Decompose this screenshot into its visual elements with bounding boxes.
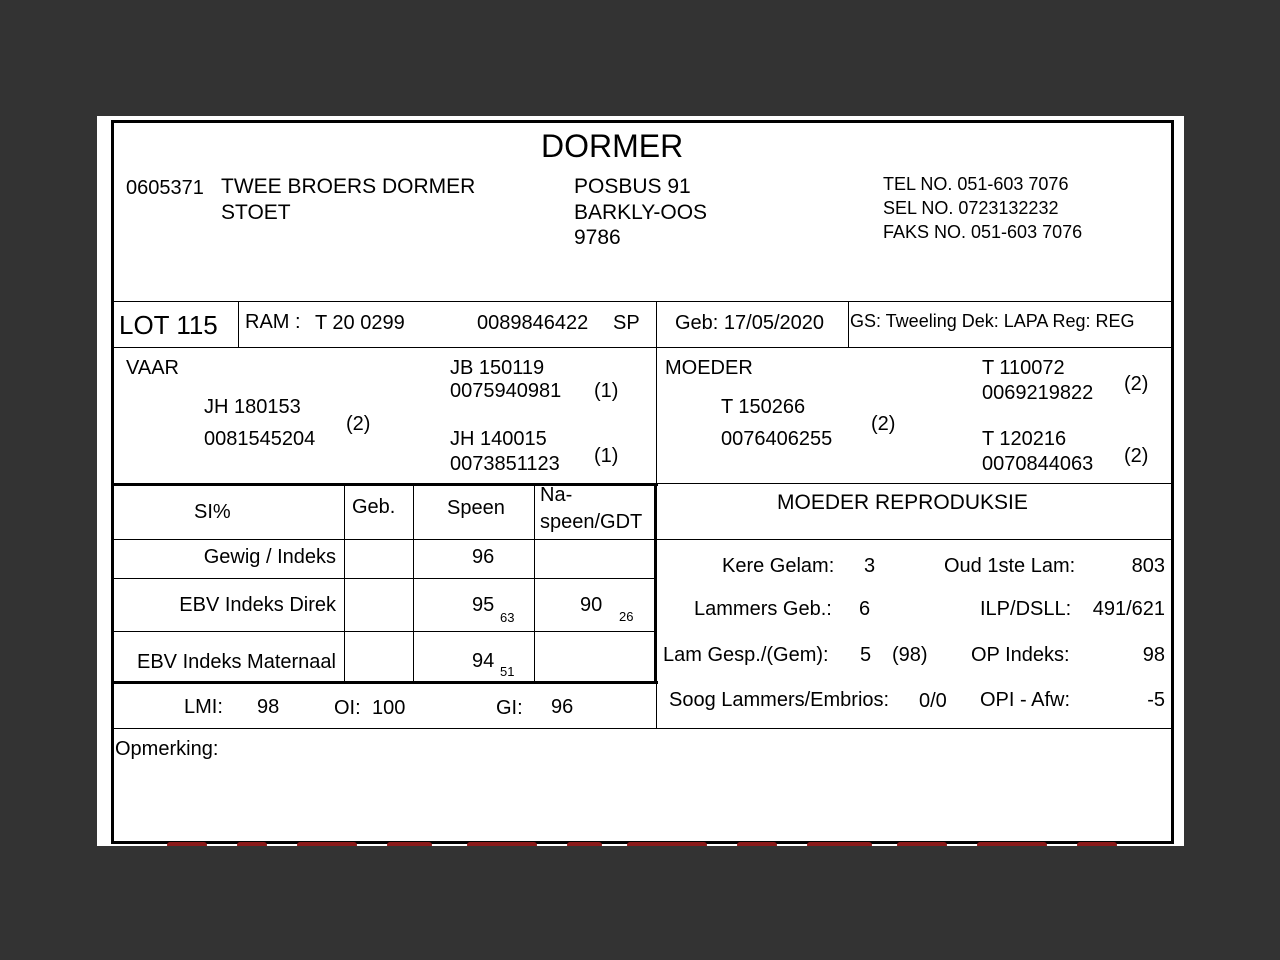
sire-dam-grade: (1) — [594, 445, 619, 467]
row-direk-naspeen-sub: 26 — [619, 609, 634, 624]
gi-value: 96 — [551, 696, 574, 718]
dam-dam-grade: (2) — [1124, 445, 1149, 467]
address-line1: POSBUS 91 — [574, 175, 691, 198]
rule-repro-top — [656, 483, 1174, 484]
row-direk-speen-sub: 63 — [500, 610, 515, 625]
contact-faks: FAKS NO. 051-603 7076 — [883, 222, 1083, 242]
geb-header: Geb. — [352, 496, 396, 518]
gesp-gem-value: (98) — [892, 644, 928, 666]
lot-number: LOT 115 — [119, 310, 218, 340]
rule-pedigree-mid — [656, 347, 657, 484]
sire-dam-number: 0073851123 — [450, 453, 560, 475]
row-direk-label: EBV Indeks Direk — [179, 594, 336, 616]
op-value: 98 — [1142, 644, 1165, 666]
gesp-label: Lam Gesp./(Gem): — [663, 644, 829, 666]
opmerking-label: Opmerking: — [115, 738, 219, 760]
rule-repro-left — [656, 483, 657, 729]
row-gewig-speen: 96 — [472, 546, 495, 568]
rule-lot-top — [111, 301, 1174, 302]
lammers-value: 6 — [859, 598, 871, 620]
breeder-name-line1: TWEE BROERS DORMER — [221, 175, 476, 198]
rule-lot-v3 — [848, 301, 849, 348]
oi-value: 100 — [372, 697, 406, 719]
ram-registration-number: 0089846422 — [477, 312, 589, 334]
breeder-name-line2: STOET — [221, 201, 291, 224]
si-header: SI% — [194, 501, 231, 523]
rule-si-bottom — [111, 681, 658, 684]
naspeen-header-line1: Na- — [540, 484, 573, 506]
dam-sire-number: 0069219822 — [982, 382, 1094, 404]
frame-top — [111, 120, 1174, 123]
rule-lot-v1 — [238, 301, 239, 348]
oi-label: OI: — [334, 697, 361, 719]
oud-value: 803 — [1131, 555, 1165, 577]
contact-tel: TEL NO. 051-603 7076 — [883, 174, 1069, 194]
ilp-value: 491/621 — [1092, 598, 1165, 620]
sire-id: JH 180153 — [204, 396, 301, 418]
sire-label: VAAR — [126, 357, 179, 379]
row-gewig-label: Gewig / Indeks — [203, 546, 336, 568]
ram-label: RAM : — [245, 311, 301, 333]
dam-dam-id: T 120216 — [982, 428, 1067, 450]
row-maternaal-speen: 94 — [472, 650, 495, 672]
gesp-value: 5 — [860, 644, 872, 666]
dam-dam-number: 0070844063 — [982, 453, 1094, 475]
repro-title: MOEDER REPRODUKSIE — [777, 491, 1028, 514]
cropped-red-text-strip — [157, 840, 1137, 846]
frame-left — [111, 120, 114, 844]
sire-sire-id: JB 150119 — [450, 357, 545, 379]
sire-grade: (2) — [346, 413, 371, 435]
rule-si-v3 — [534, 485, 535, 683]
rule-lot-v2 — [656, 301, 657, 348]
rule-si-row2 — [111, 631, 657, 632]
catalog-card — [97, 116, 1184, 846]
rule-si-v1 — [344, 485, 345, 683]
row-maternaal-label: EBV Indeks Maternaal — [137, 651, 336, 673]
breed-title: DORMER — [541, 128, 684, 164]
op-label: OP Indeks: — [971, 644, 1070, 666]
dam-number: 0076406255 — [721, 428, 833, 450]
ram-grade: SP — [613, 312, 640, 334]
ilp-label: ILP/DSLL: — [980, 598, 1072, 620]
frame-right — [1171, 120, 1174, 844]
row-direk-naspeen: 90 — [580, 594, 603, 616]
ram-id: T 20 0299 — [315, 312, 405, 334]
opi-value: -5 — [1147, 689, 1165, 711]
dam-sire-grade: (2) — [1124, 373, 1149, 395]
rule-si-top — [111, 483, 658, 486]
lmi-label: LMI: — [184, 696, 223, 718]
sire-sire-grade: (1) — [594, 380, 619, 402]
lammers-label: Lammers Geb.: — [694, 598, 832, 620]
rule-si-head-bottom — [111, 539, 1174, 540]
rule-lot-bottom — [111, 347, 1174, 348]
gi-label: GI: — [496, 697, 523, 719]
sire-number: 0081545204 — [204, 428, 316, 450]
dam-grade: (2) — [871, 413, 896, 435]
dam-id: T 150266 — [721, 396, 806, 418]
dam-label: MOEDER — [665, 357, 753, 379]
oud-label: Oud 1ste Lam: — [944, 555, 1076, 577]
sire-dam-id: JH 140015 — [450, 428, 547, 450]
opi-label: OPI - Afw: — [980, 689, 1071, 711]
breeder-code: 0605371 — [126, 177, 204, 199]
naspeen-header-line2: speen/GDT — [540, 511, 643, 533]
lmi-value: 98 — [257, 696, 280, 718]
address-line2: BARKLY-OOS — [574, 201, 708, 224]
kere-value: 3 — [864, 555, 876, 577]
rule-summary-bottom — [111, 728, 1174, 729]
speen-header: Speen — [447, 497, 505, 519]
kere-label: Kere Gelam: — [722, 555, 835, 577]
dam-sire-id: T 110072 — [982, 357, 1065, 379]
row-direk-speen: 95 — [472, 594, 495, 616]
rule-si-row1 — [111, 578, 657, 579]
contact-sel: SEL NO. 0723132232 — [883, 198, 1059, 218]
rule-si-v2 — [413, 485, 414, 683]
sire-sire-number: 0075940981 — [450, 380, 562, 402]
soog-value: 0/0 — [919, 690, 947, 712]
gs-dek-reg: GS: Tweeling Dek: LAPA Reg: REG — [850, 311, 1135, 331]
address-line3: 9786 — [574, 226, 621, 249]
row-maternaal-speen-sub: 51 — [500, 664, 515, 679]
birth-date: Geb: 17/05/2020 — [675, 312, 825, 334]
soog-label: Soog Lammers/Embrios: — [669, 689, 890, 711]
